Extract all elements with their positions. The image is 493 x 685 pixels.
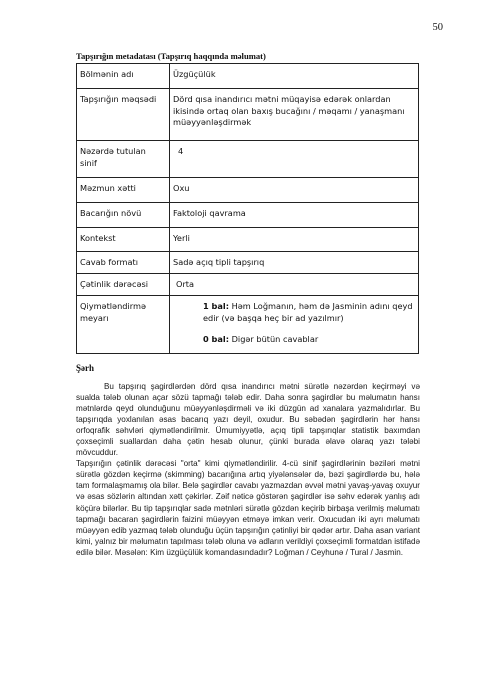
table-row	[77, 274, 419, 296]
score-zero-points: 0 bal:	[203, 334, 230, 345]
row-label: Çətinlik dərəcəsi	[77, 274, 170, 296]
table-row	[77, 141, 419, 178]
table-row	[77, 178, 419, 203]
row-label: Nəzərdə tutulan sinif	[77, 141, 170, 178]
page-number: 50	[432, 22, 443, 33]
score-full-points: 1 bal:	[203, 301, 230, 311]
explanation-title: Şərh	[76, 363, 94, 373]
row-value: Dörd qısa inandırıcı mətni müqayisə edərək onlardan ikisində ortaq olan baxış bucağını / məqamı / yanaşmanı müəyyənləşdirmək	[170, 89, 419, 141]
row-label: Bacarığın növü	[77, 203, 170, 228]
row-value: 4	[170, 141, 419, 178]
row-value: Orta	[170, 274, 419, 296]
scoring-criteria	[170, 296, 419, 354]
table-row	[77, 228, 419, 252]
table-row	[77, 64, 419, 89]
row-value: Üzgüçülük	[170, 64, 419, 89]
explanation-paragraph: Tapşırığın çətinlik dərəcəsi "orta" kimi qiymətləndirilir. 4-cü sinif şagirdlərinin bəziləri mətni sürətlə gözdən keçirmə (skimming) bacarığına artıq yiyələnsələr də, bəzi şagirdlərdə bu, hələ tam formalaşmamış ola bilər. Belə şagirdlər cavabı yazmazdan əvvəl mətni yavaş-yavaş oxuyur və əsas sözlərin altından xətt çəkirlər. Zəif nəticə göstərən şagirdlər isə səhv edərək yanlış adı köçürə bilərlər. Bu tip tapşırıqlar sadə mətnləri sürətlə gözdən keçirib birbaşa verilmiş məlumatı tapmağı bacaran şagirdlərin faizini müəyyən etməyə imkan verir. Oxucudan iki ayrı məlumatı müəyyən edib yazmaq tələb olunduğu üçün tapşırığın çətinliyi bir qədər artır. Daha asan variant kimi, yalnız bir məlumatın tapılması tələb oluna və adların verildiyi çoxseçimli formatdan istifadə edilə bilər. Məsələn: Kim üzgüçülük komandasındadır? Loğman / Ceyhunə / Tural / Jasmin.	[76, 459, 420, 557]
scoring-label: Qiymətləndirmə meyarı	[77, 296, 170, 354]
table-row	[77, 252, 419, 274]
score-full-text: Həm Loğmanın, həm də Jasminin adını qeyd edir (və başqa heç bir ad yazılmır)	[203, 301, 413, 323]
score-full	[173, 301, 414, 324]
row-label: Bölmənin adı	[77, 64, 170, 89]
row-value: Oxu	[170, 178, 419, 203]
row-label: Məzmun xətti	[77, 178, 170, 203]
score-zero	[173, 334, 414, 346]
metadata-table	[76, 63, 419, 354]
row-label: Tapşırığın məqsədi	[77, 89, 170, 141]
explanation-paragraph: Bu tapşırıq şagirdlərdən dörd qısa inandırıcı mətni sürətlə nəzərdən keçirməyi və sualda tələb olunan açar sözü tapmağı tələb edir. Daha sonra şagirdlər bu məlumatın hansı mətnlərdə qeyd olunduğunu müəyyənləşdirməli və iki düzgün ad xanalara yazmalıdırlar. Bu tapşırıqda yoxlanılan əsas bacarıq yazı deyil, oxudur. Bu səbədən şagirdlərin hər hansı orfoqrafik səhvləri qiymətləndirilmir. Ümumiyyətlə, açıq tipli tapşırıqlar statistik baxımdan çoxseçimli suallardan daha çətin hesab olunur, çünki burada əlavə olaraq yazı tələbi mövcuddur.	[76, 382, 420, 458]
row-value: Faktoloji qavrama	[170, 203, 419, 228]
metadata-title: Tapşırığın metadatası (Tapşırıq haqqında məlumat)	[76, 51, 266, 61]
score-zero-text: Digər bütün cavablar	[229, 334, 319, 345]
row-value: Sadə açıq tipli tapşırıq	[170, 252, 419, 274]
row-label: Kontekst	[77, 228, 170, 252]
explanation-body	[76, 381, 420, 558]
table-row	[77, 296, 419, 354]
table-row	[77, 89, 419, 141]
row-value: Yerli	[170, 228, 419, 252]
row-label: Cavab formatı	[77, 252, 170, 274]
table-row	[77, 203, 419, 228]
